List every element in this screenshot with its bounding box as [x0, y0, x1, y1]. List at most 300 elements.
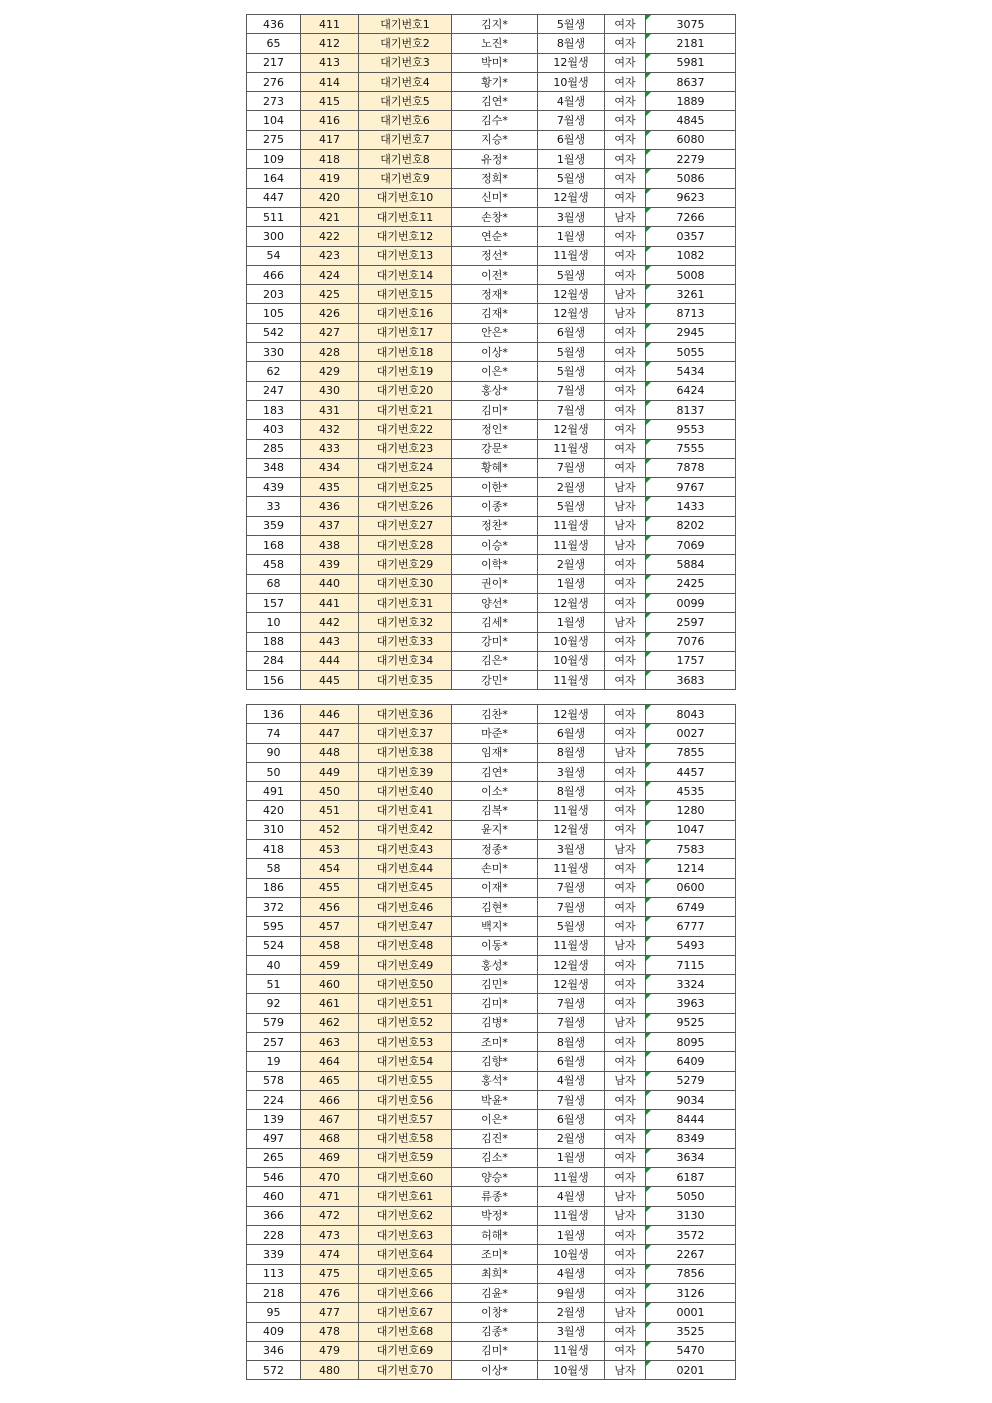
waitlist-number-cell: 대기번호43: [359, 840, 452, 859]
gender-cell: 여자: [605, 917, 646, 936]
table-row: [247, 1322, 736, 1341]
waitlist-number-cell: 대기번호1: [359, 15, 452, 34]
phone-last4-cell: 1047: [646, 820, 736, 839]
name-cell: 박미*: [452, 53, 538, 72]
gender-cell: 여자: [605, 400, 646, 419]
gender-cell: 여자: [605, 381, 646, 400]
waitlist-number-cell: 대기번호65: [359, 1264, 452, 1283]
seq-number-cell: 447: [301, 724, 359, 743]
table-row: [247, 555, 736, 574]
phone-last4-cell: 1889: [646, 92, 736, 111]
seq-number-cell: 448: [301, 743, 359, 762]
table-row: [247, 1245, 736, 1264]
table-row: [247, 1361, 736, 1380]
seq-number-cell: 441: [301, 593, 359, 612]
seq-number-cell: 417: [301, 130, 359, 149]
seq-number-cell: 420: [301, 188, 359, 207]
phone-last4-cell: 8095: [646, 1033, 736, 1052]
waitlist-number-cell: 대기번호69: [359, 1341, 452, 1360]
seq-number-cell: 443: [301, 632, 359, 651]
table-row: [247, 820, 736, 839]
gender-cell: 여자: [605, 420, 646, 439]
birth-month-cell: 5월생: [538, 265, 605, 284]
name-cell: 김찬*: [452, 705, 538, 724]
phone-last4-cell: 5008: [646, 265, 736, 284]
phone-last4-cell: 2279: [646, 150, 736, 169]
birth-month-cell: 11월생: [538, 516, 605, 535]
birth-month-cell: 1월생: [538, 1148, 605, 1167]
name-cell: 정인*: [452, 420, 538, 439]
seq-number-cell: 451: [301, 801, 359, 820]
name-cell: 이한*: [452, 478, 538, 497]
name-cell: 김소*: [452, 1148, 538, 1167]
table-row: [247, 1129, 736, 1148]
birth-month-cell: 7월생: [538, 1090, 605, 1109]
birth-month-cell: 11월생: [538, 936, 605, 955]
row-index-cell: 439: [247, 478, 301, 497]
phone-last4-cell: 0600: [646, 878, 736, 897]
seq-number-cell: 457: [301, 917, 359, 936]
name-cell: 지승*: [452, 130, 538, 149]
phone-last4-cell: 7266: [646, 207, 736, 226]
phone-last4-cell: 6187: [646, 1168, 736, 1187]
seq-number-cell: 442: [301, 613, 359, 632]
table-row: [247, 1341, 736, 1360]
birth-month-cell: 8월생: [538, 743, 605, 762]
gender-cell: 여자: [605, 227, 646, 246]
gender-cell: 여자: [605, 994, 646, 1013]
gender-cell: 남자: [605, 536, 646, 555]
row-index-cell: 51: [247, 975, 301, 994]
row-index-cell: 348: [247, 458, 301, 477]
name-cell: 윤지*: [452, 820, 538, 839]
phone-last4-cell: 4457: [646, 762, 736, 781]
seq-number-cell: 461: [301, 994, 359, 1013]
waitlist-number-cell: 대기번호25: [359, 478, 452, 497]
table-row: [247, 613, 736, 632]
table-row: [247, 1110, 736, 1129]
phone-last4-cell: 3075: [646, 15, 736, 34]
name-cell: 강문*: [452, 439, 538, 458]
seq-number-cell: 450: [301, 782, 359, 801]
name-cell: 김병*: [452, 1013, 538, 1032]
birth-month-cell: 12월생: [538, 420, 605, 439]
row-index-cell: 491: [247, 782, 301, 801]
table-row: [247, 936, 736, 955]
phone-last4-cell: 8637: [646, 72, 736, 91]
birth-month-cell: 10월생: [538, 632, 605, 651]
gender-cell: 남자: [605, 516, 646, 535]
birth-month-cell: 3월생: [538, 762, 605, 781]
table-row: [247, 878, 736, 897]
row-index-cell: 366: [247, 1206, 301, 1225]
gender-cell: 남자: [605, 1013, 646, 1032]
waitlist-number-cell: 대기번호47: [359, 917, 452, 936]
phone-last4-cell: 8202: [646, 516, 736, 535]
seq-number-cell: 449: [301, 762, 359, 781]
name-cell: 김미*: [452, 400, 538, 419]
waitlist-number-cell: 대기번호24: [359, 458, 452, 477]
birth-month-cell: 5월생: [538, 917, 605, 936]
waitlist-number-cell: 대기번호50: [359, 975, 452, 994]
gender-cell: 남자: [605, 936, 646, 955]
seq-number-cell: 432: [301, 420, 359, 439]
name-cell: 김세*: [452, 613, 538, 632]
name-cell: 박윤*: [452, 1090, 538, 1109]
phone-last4-cell: 6777: [646, 917, 736, 936]
row-index-cell: 285: [247, 439, 301, 458]
table-row: [247, 1090, 736, 1109]
name-cell: 이종*: [452, 497, 538, 516]
phone-last4-cell: 5434: [646, 362, 736, 381]
name-cell: 이은*: [452, 1110, 538, 1129]
row-index-cell: 136: [247, 705, 301, 724]
birth-month-cell: 1월생: [538, 150, 605, 169]
name-cell: 홍상*: [452, 381, 538, 400]
waitlist-number-cell: 대기번호70: [359, 1361, 452, 1380]
phone-last4-cell: 3261: [646, 285, 736, 304]
gender-cell: 여자: [605, 169, 646, 188]
table-row: [247, 840, 736, 859]
birth-month-cell: 6월생: [538, 724, 605, 743]
waitlist-number-cell: 대기번호30: [359, 574, 452, 593]
waitlist-number-cell: 대기번호68: [359, 1322, 452, 1341]
name-cell: 이학*: [452, 555, 538, 574]
phone-last4-cell: 6749: [646, 897, 736, 916]
phone-last4-cell: 3634: [646, 1148, 736, 1167]
waitlist-number-cell: 대기번호32: [359, 613, 452, 632]
row-index-cell: 10: [247, 613, 301, 632]
name-cell: 안은*: [452, 323, 538, 342]
phone-last4-cell: 6080: [646, 130, 736, 149]
table-row: [247, 458, 736, 477]
waitlist-number-cell: 대기번호63: [359, 1226, 452, 1245]
row-index-cell: 460: [247, 1187, 301, 1206]
seq-number-cell: 460: [301, 975, 359, 994]
birth-month-cell: 2월생: [538, 1303, 605, 1322]
birth-month-cell: 8월생: [538, 782, 605, 801]
gender-cell: 남자: [605, 1187, 646, 1206]
table-row: [247, 1206, 736, 1225]
gender-cell: 여자: [605, 975, 646, 994]
birth-month-cell: 3월생: [538, 207, 605, 226]
phone-last4-cell: 3324: [646, 975, 736, 994]
name-cell: 김미*: [452, 994, 538, 1013]
table-row: [247, 381, 736, 400]
seq-number-cell: 467: [301, 1110, 359, 1129]
name-cell: 황기*: [452, 72, 538, 91]
name-cell: 홍석*: [452, 1071, 538, 1090]
phone-last4-cell: 8349: [646, 1129, 736, 1148]
waitlist-number-cell: 대기번호16: [359, 304, 452, 323]
phone-last4-cell: 2597: [646, 613, 736, 632]
seq-number-cell: 452: [301, 820, 359, 839]
name-cell: 마준*: [452, 724, 538, 743]
waitlist-number-cell: 대기번호5: [359, 92, 452, 111]
name-cell: 박정*: [452, 1206, 538, 1225]
waitlist-number-cell: 대기번호9: [359, 169, 452, 188]
row-index-cell: 228: [247, 1226, 301, 1245]
name-cell: 이상*: [452, 1361, 538, 1380]
name-cell: 김미*: [452, 1341, 538, 1360]
seq-number-cell: 454: [301, 859, 359, 878]
table-row: [247, 955, 736, 974]
table-row: [247, 343, 736, 362]
table-row: [247, 72, 736, 91]
gender-cell: 여자: [605, 593, 646, 612]
birth-month-cell: 5월생: [538, 497, 605, 516]
row-index-cell: 218: [247, 1283, 301, 1302]
waitlist-number-cell: 대기번호55: [359, 1071, 452, 1090]
name-cell: 신미*: [452, 188, 538, 207]
waitlist-number-cell: 대기번호27: [359, 516, 452, 535]
row-index-cell: 74: [247, 724, 301, 743]
waitlist-number-cell: 대기번호13: [359, 246, 452, 265]
table-row: [247, 762, 736, 781]
seq-number-cell: 468: [301, 1129, 359, 1148]
seq-number-cell: 477: [301, 1303, 359, 1322]
row-index-cell: 372: [247, 897, 301, 916]
phone-last4-cell: 1757: [646, 651, 736, 670]
table-row: [247, 246, 736, 265]
waitlist-number-cell: 대기번호20: [359, 381, 452, 400]
table-row: [247, 53, 736, 72]
birth-month-cell: 7월생: [538, 381, 605, 400]
row-index-cell: 339: [247, 1245, 301, 1264]
phone-last4-cell: 2267: [646, 1245, 736, 1264]
seq-number-cell: 412: [301, 34, 359, 53]
phone-last4-cell: 9525: [646, 1013, 736, 1032]
birth-month-cell: 6월생: [538, 1110, 605, 1129]
phone-last4-cell: 9553: [646, 420, 736, 439]
row-index-cell: 300: [247, 227, 301, 246]
birth-month-cell: 7월생: [538, 994, 605, 1013]
gender-cell: 여자: [605, 188, 646, 207]
row-index-cell: 546: [247, 1168, 301, 1187]
gender-cell: 여자: [605, 801, 646, 820]
birth-month-cell: 4월생: [538, 1187, 605, 1206]
waitlist-number-cell: 대기번호41: [359, 801, 452, 820]
gender-cell: 여자: [605, 362, 646, 381]
name-cell: 정재*: [452, 285, 538, 304]
seq-number-cell: 474: [301, 1245, 359, 1264]
phone-last4-cell: 7555: [646, 439, 736, 458]
name-cell: 이재*: [452, 878, 538, 897]
waitlist-number-cell: 대기번호53: [359, 1033, 452, 1052]
seq-number-cell: 413: [301, 53, 359, 72]
seq-number-cell: 425: [301, 285, 359, 304]
table-row: [247, 362, 736, 381]
gender-cell: 여자: [605, 1129, 646, 1148]
waitlist-number-cell: 대기번호56: [359, 1090, 452, 1109]
phone-last4-cell: 5493: [646, 936, 736, 955]
waitlist-number-cell: 대기번호45: [359, 878, 452, 897]
seq-number-cell: 479: [301, 1341, 359, 1360]
phone-last4-cell: 5055: [646, 343, 736, 362]
gender-cell: 여자: [605, 1264, 646, 1283]
seq-number-cell: 428: [301, 343, 359, 362]
phone-last4-cell: 2181: [646, 34, 736, 53]
phone-last4-cell: 7878: [646, 458, 736, 477]
gender-cell: 여자: [605, 574, 646, 593]
gender-cell: 여자: [605, 859, 646, 878]
gender-cell: 여자: [605, 1052, 646, 1071]
seq-number-cell: 411: [301, 15, 359, 34]
name-cell: 정찬*: [452, 516, 538, 535]
seq-number-cell: 437: [301, 516, 359, 535]
gender-cell: 여자: [605, 1245, 646, 1264]
birth-month-cell: 11월생: [538, 439, 605, 458]
gender-cell: 남자: [605, 478, 646, 497]
seq-number-cell: 439: [301, 555, 359, 574]
row-index-cell: 284: [247, 651, 301, 670]
gender-cell: 여자: [605, 782, 646, 801]
name-cell: 김지*: [452, 15, 538, 34]
gender-cell: 여자: [605, 820, 646, 839]
seq-number-cell: 463: [301, 1033, 359, 1052]
waitlist-number-cell: 대기번호46: [359, 897, 452, 916]
waitlist-number-cell: 대기번호7: [359, 130, 452, 149]
gender-cell: 여자: [605, 671, 646, 690]
phone-last4-cell: 6424: [646, 381, 736, 400]
waitlist-number-cell: 대기번호39: [359, 762, 452, 781]
waitlist-number-cell: 대기번호48: [359, 936, 452, 955]
birth-month-cell: 5월생: [538, 15, 605, 34]
waitlist-number-cell: 대기번호17: [359, 323, 452, 342]
table-row: [247, 1303, 736, 1322]
birth-month-cell: 7월생: [538, 111, 605, 130]
birth-month-cell: 10월생: [538, 1245, 605, 1264]
phone-last4-cell: 0201: [646, 1361, 736, 1380]
phone-last4-cell: 8137: [646, 400, 736, 419]
name-cell: 류종*: [452, 1187, 538, 1206]
name-cell: 김재*: [452, 304, 538, 323]
phone-last4-cell: 2945: [646, 323, 736, 342]
row-index-cell: 95: [247, 1303, 301, 1322]
row-index-cell: 224: [247, 1090, 301, 1109]
name-cell: 김연*: [452, 762, 538, 781]
row-index-cell: 139: [247, 1110, 301, 1129]
birth-month-cell: 4월생: [538, 1264, 605, 1283]
phone-last4-cell: 0357: [646, 227, 736, 246]
name-cell: 이상*: [452, 343, 538, 362]
row-index-cell: 265: [247, 1148, 301, 1167]
waitlist-number-cell: 대기번호58: [359, 1129, 452, 1148]
waitlist-number-cell: 대기번호11: [359, 207, 452, 226]
phone-last4-cell: 5279: [646, 1071, 736, 1090]
gender-cell: 여자: [605, 555, 646, 574]
phone-last4-cell: 7115: [646, 955, 736, 974]
birth-month-cell: 9월생: [538, 1283, 605, 1302]
table-row: [247, 323, 736, 342]
seq-number-cell: 416: [301, 111, 359, 130]
table-row: [247, 15, 736, 34]
row-index-cell: 68: [247, 574, 301, 593]
birth-month-cell: 1월생: [538, 1226, 605, 1245]
phone-last4-cell: 9034: [646, 1090, 736, 1109]
row-index-cell: 458: [247, 555, 301, 574]
table-row: [247, 1071, 736, 1090]
waitlist-number-cell: 대기번호21: [359, 400, 452, 419]
name-cell: 김종*: [452, 1322, 538, 1341]
table-row: [247, 285, 736, 304]
waitlist-number-cell: 대기번호6: [359, 111, 452, 130]
name-cell: 김복*: [452, 801, 538, 820]
gender-cell: 여자: [605, 705, 646, 724]
birth-month-cell: 7월생: [538, 897, 605, 916]
phone-last4-cell: 7076: [646, 632, 736, 651]
table-row: [247, 536, 736, 555]
row-index-cell: 50: [247, 762, 301, 781]
gender-cell: 여자: [605, 762, 646, 781]
table-row: [247, 994, 736, 1013]
row-index-cell: 257: [247, 1033, 301, 1052]
birth-month-cell: 5월생: [538, 362, 605, 381]
waitlist-number-cell: 대기번호8: [359, 150, 452, 169]
waitlist-number-cell: 대기번호36: [359, 705, 452, 724]
table-row: [247, 917, 736, 936]
phone-last4-cell: 8713: [646, 304, 736, 323]
seq-number-cell: 458: [301, 936, 359, 955]
name-cell: 김향*: [452, 1052, 538, 1071]
name-cell: 홍성*: [452, 955, 538, 974]
waitlist-table-body: [247, 705, 736, 1380]
row-index-cell: 466: [247, 265, 301, 284]
birth-month-cell: 4월생: [538, 92, 605, 111]
seq-number-cell: 423: [301, 246, 359, 265]
table-row: [247, 169, 736, 188]
row-index-cell: 168: [247, 536, 301, 555]
birth-month-cell: 12월생: [538, 53, 605, 72]
phone-last4-cell: 9767: [646, 478, 736, 497]
birth-month-cell: 5월생: [538, 169, 605, 188]
seq-number-cell: 429: [301, 362, 359, 381]
name-cell: 김윤*: [452, 1283, 538, 1302]
name-cell: 손미*: [452, 859, 538, 878]
birth-month-cell: 11월생: [538, 246, 605, 265]
row-index-cell: 113: [247, 1264, 301, 1283]
waitlist-number-cell: 대기번호14: [359, 265, 452, 284]
seq-number-cell: 433: [301, 439, 359, 458]
seq-number-cell: 446: [301, 705, 359, 724]
birth-month-cell: 10월생: [538, 651, 605, 670]
waitlist-number-cell: 대기번호34: [359, 651, 452, 670]
seq-number-cell: 421: [301, 207, 359, 226]
gender-cell: 여자: [605, 632, 646, 651]
seq-number-cell: 426: [301, 304, 359, 323]
row-index-cell: 330: [247, 343, 301, 362]
seq-number-cell: 465: [301, 1071, 359, 1090]
phone-last4-cell: 5981: [646, 53, 736, 72]
table-row: [247, 188, 736, 207]
gender-cell: 여자: [605, 1283, 646, 1302]
table-row: [247, 150, 736, 169]
phone-last4-cell: 2425: [646, 574, 736, 593]
seq-number-cell: 434: [301, 458, 359, 477]
phone-last4-cell: 1280: [646, 801, 736, 820]
waitlist-number-cell: 대기번호61: [359, 1187, 452, 1206]
name-cell: 유정*: [452, 150, 538, 169]
table-row: [247, 632, 736, 651]
seq-number-cell: 475: [301, 1264, 359, 1283]
row-index-cell: 447: [247, 188, 301, 207]
table-row: [247, 439, 736, 458]
table-row: [247, 1148, 736, 1167]
name-cell: 정선*: [452, 246, 538, 265]
row-index-cell: 156: [247, 671, 301, 690]
birth-month-cell: 12월생: [538, 188, 605, 207]
waitlist-number-cell: 대기번호52: [359, 1013, 452, 1032]
